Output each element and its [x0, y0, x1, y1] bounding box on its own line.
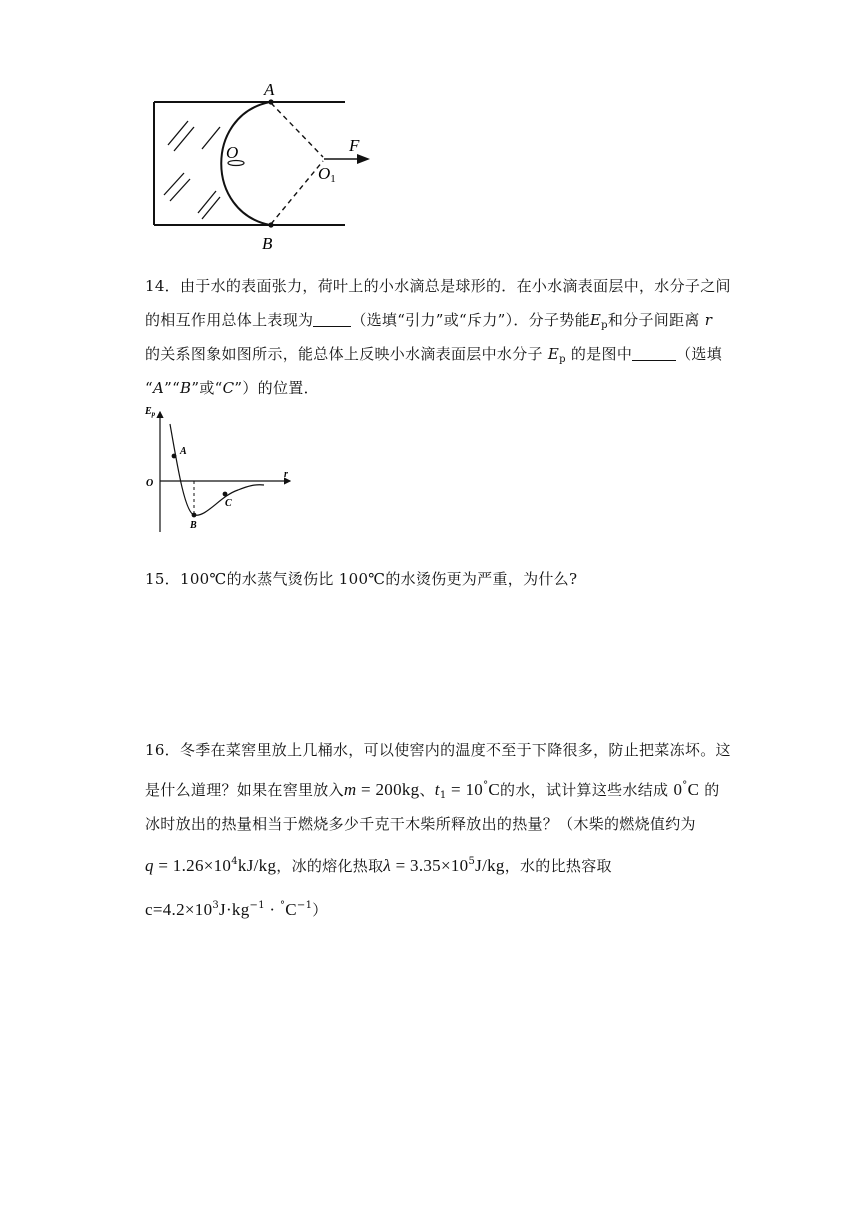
q14-text-3c: （选填	[676, 345, 723, 363]
point-b-label: B	[190, 520, 197, 531]
hatch-marks	[164, 121, 220, 219]
q16-q-value: = 1.26×10	[153, 856, 232, 875]
q16-c-unit-exp-1: −1	[249, 900, 265, 911]
q14-text-2c: 和分子间距离	[607, 311, 700, 329]
q16-text-2a: 是什么道理？如果在窖里放入	[145, 781, 344, 799]
q16-q-unit: kJ/kg	[237, 856, 277, 875]
surface-tension-diagram	[140, 75, 400, 260]
q16-temp-sub: 1	[439, 790, 447, 801]
q16-degree-1: °	[483, 780, 489, 791]
q16-zero-value: 0	[673, 780, 683, 799]
q16-line-5	[145, 896, 328, 920]
q16-c-close: ）	[312, 901, 328, 919]
dashed-line-b-o1	[271, 161, 323, 224]
q16-line-1	[145, 740, 731, 760]
point-a-label: A	[180, 446, 187, 457]
q15-line	[145, 569, 577, 589]
q16-temp-symbol: t	[434, 780, 440, 799]
q14-text-4d: ”）的位置．	[234, 379, 319, 397]
q14-text-4c: ”或“	[191, 379, 223, 397]
q14-line-3	[145, 344, 722, 370]
q14-text-3a: 的关系图象如图所示，能总体上反映小水滴表面层中水分子	[145, 345, 543, 363]
q14-text-4b: ”“	[164, 379, 181, 397]
q14-blank-1[interactable]	[313, 312, 351, 327]
q14-ep-symbol-2: E	[547, 345, 560, 363]
dashed-line-a-o1	[271, 103, 323, 157]
q16-lambda-unit: J/kg	[475, 856, 505, 875]
force-arrow-head	[357, 154, 370, 164]
q16-text-4a: ，冰的熔化热取	[276, 857, 384, 875]
q16-q-symbol: q	[145, 856, 154, 875]
q14-option-c: C	[222, 379, 235, 397]
q16-text-2b: 的水，试计算这些水结成	[500, 781, 669, 799]
potential-energy-graph	[140, 400, 300, 535]
q14-r-symbol: r	[704, 311, 713, 329]
potential-energy-curve	[170, 424, 264, 515]
q16-celsius-1: C	[488, 780, 501, 799]
q16-c-value: c=4.2×10	[145, 900, 213, 919]
q14-ep-sub: p	[601, 320, 608, 331]
q15-text: 15．100℃的水蒸气烫伤比 100℃的水烫伤更为严重，为什么?	[145, 570, 578, 588]
q16-temp-value: = 10	[446, 780, 484, 799]
label-a: A	[264, 80, 275, 99]
q16-c-exponent: 3	[212, 900, 220, 911]
q16-lambda-value: = 3.35×10	[391, 856, 469, 875]
q14-text-2b: （选填“引力”或“斥力”）．分子势能	[351, 311, 590, 329]
q16-text-2c: 的	[704, 781, 720, 799]
q16-line-3	[145, 814, 696, 834]
q16-c-celsius: C	[285, 900, 297, 919]
q14-line-1	[145, 276, 731, 296]
q16-text-4b: ，水的比热容取	[504, 857, 612, 875]
q14-option-b: B	[180, 379, 192, 397]
q14-text-3b: 的是图中	[570, 345, 633, 363]
label-f: F	[349, 136, 360, 155]
q14-ep-symbol: E	[589, 311, 602, 329]
q16-separator: 、	[419, 781, 435, 799]
y-axis-label: $E_p$	[145, 406, 156, 418]
q16-c-unit: J·kg	[219, 900, 250, 919]
q16-mass-value: = 200kg	[356, 780, 420, 799]
q16-c-degree: °	[279, 900, 286, 911]
point-c-label: C	[225, 498, 232, 509]
q16-q-exponent: 4	[231, 856, 238, 867]
label-o1: O1	[318, 164, 336, 185]
point-b-marker	[192, 513, 197, 518]
point-a-marker	[172, 454, 177, 459]
label-b: B	[262, 234, 273, 253]
q16-lambda-exponent: 5	[468, 856, 476, 867]
q16-celsius-2: C	[687, 780, 700, 799]
q16-mass-symbol: m	[343, 780, 357, 799]
origin-label: O	[146, 478, 154, 489]
q16-lambda-symbol: λ	[383, 856, 392, 875]
q14-text-1: 14．由于水的表面张力，荷叶上的小水滴总是球形的．在小水滴表面层中，水分子之间	[145, 277, 731, 295]
q14-line-2	[145, 310, 712, 336]
q16-text-3: 冰时放出的热量相当于燃烧多少千克干木柴所释放出的热量？（木柴的燃烧值约为	[145, 815, 696, 833]
point-c-marker	[223, 492, 228, 497]
point-a-dot	[268, 99, 273, 104]
q16-c-dot: ·	[264, 900, 280, 919]
q16-c-unit-exp-2: −1	[296, 900, 313, 911]
label-o: O	[226, 143, 239, 162]
q16-degree-2: °	[682, 780, 688, 791]
q14-option-a: A	[152, 379, 165, 397]
point-b-dot	[268, 222, 273, 227]
q14-line-4	[145, 378, 319, 398]
q14-text-4a: “	[145, 379, 153, 397]
q14-blank-2[interactable]	[632, 346, 676, 361]
q16-text-1: 16．冬季在菜窖里放上几桶水，可以使窖内的温度不至于下降很多，防止把菜冻坏。这	[145, 741, 731, 759]
q16-line-4	[145, 852, 612, 876]
q14-text-2a: 的相互作用总体上表现为	[145, 311, 314, 329]
x-axis-label: r	[284, 469, 288, 480]
q16-line-2	[145, 776, 720, 806]
q14-ep-sub-2: p	[559, 354, 566, 365]
